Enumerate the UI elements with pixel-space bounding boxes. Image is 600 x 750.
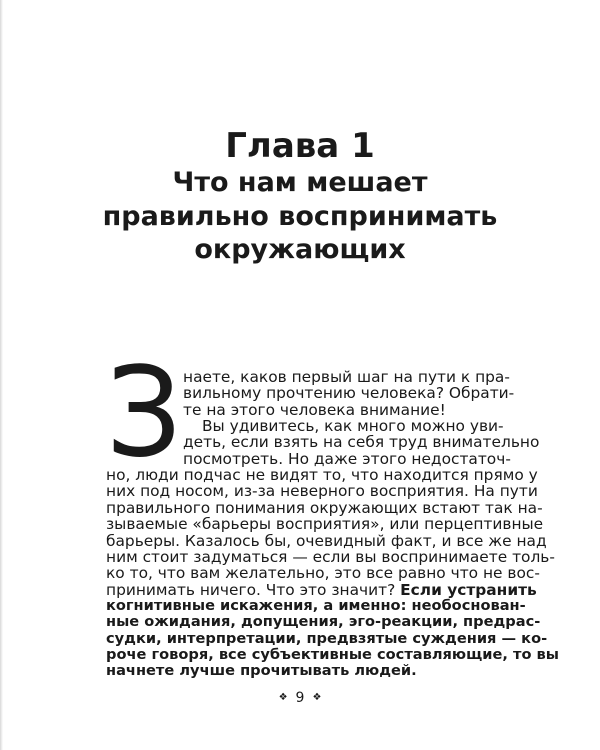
body-line-bold: начнете лучше прочитывать людей. (106, 662, 417, 680)
ornament-left-icon: ❖ (278, 692, 288, 703)
body-line: барьеры. Казалось бы, очевидный факт, и все же над (106, 531, 547, 550)
scan-edge (0, 0, 3, 750)
body-line-bold: роче говоря, все субъективные составляющие, то вы (106, 645, 559, 663)
chapter-title (0, 166, 600, 267)
body-line: деть, если взять на себя труд внимательно (183, 433, 540, 452)
chapter-number: Глава 1 (225, 126, 375, 166)
chapter-title-line-2: правильно воспринимать (102, 200, 498, 232)
chapter-title-line-3: окружающих (194, 234, 406, 265)
body-line-bold: судки, интерпретации, предвзятые суждения — ко- (106, 629, 548, 647)
drop-cap: З (106, 341, 182, 485)
body-line: них под носом, из-за неверного восприятия. На пути (106, 482, 538, 501)
body-line-bold: ные ожидания, допущения, эго-реакции, предрас- (106, 613, 541, 631)
body-line: но, люди подчас не видят то, что находится прямо у (106, 466, 538, 485)
body-line: ним стоит задуматься — если вы воспринимаете толь- (106, 547, 555, 566)
body-line: посмотреть. Но даже этого недостаточ- (183, 449, 511, 468)
body-line-bold-part: Если устранить (400, 580, 537, 599)
body-line: правильного понимания окружающих встают так на- (106, 498, 543, 517)
ornament-right-icon: ❖ (312, 692, 322, 703)
body-line-bold: когнитивные искажения, а именно: необоснован- (106, 596, 526, 614)
body-line: ко то, что вам желательно, это все равно что не вос- (106, 564, 540, 583)
body-line: зываемые «барьеры восприятия», или перцептивные (106, 515, 544, 534)
body-line: те на этого человека внимание! (183, 400, 446, 419)
chapter-title-line-1: Что нам мешает (172, 167, 428, 198)
page-footer (0, 689, 600, 707)
body-line: вильному прочтению человека? Обрати- (183, 384, 515, 403)
body-line: Вы удивитесь, как много можно уви- (202, 417, 504, 436)
body-line-regular-part: принимать ничего. Что это значит? (106, 580, 396, 599)
body-line: наете, каков первый шаг на пути к пра- (183, 368, 510, 386)
page-number: 9 (295, 690, 305, 706)
